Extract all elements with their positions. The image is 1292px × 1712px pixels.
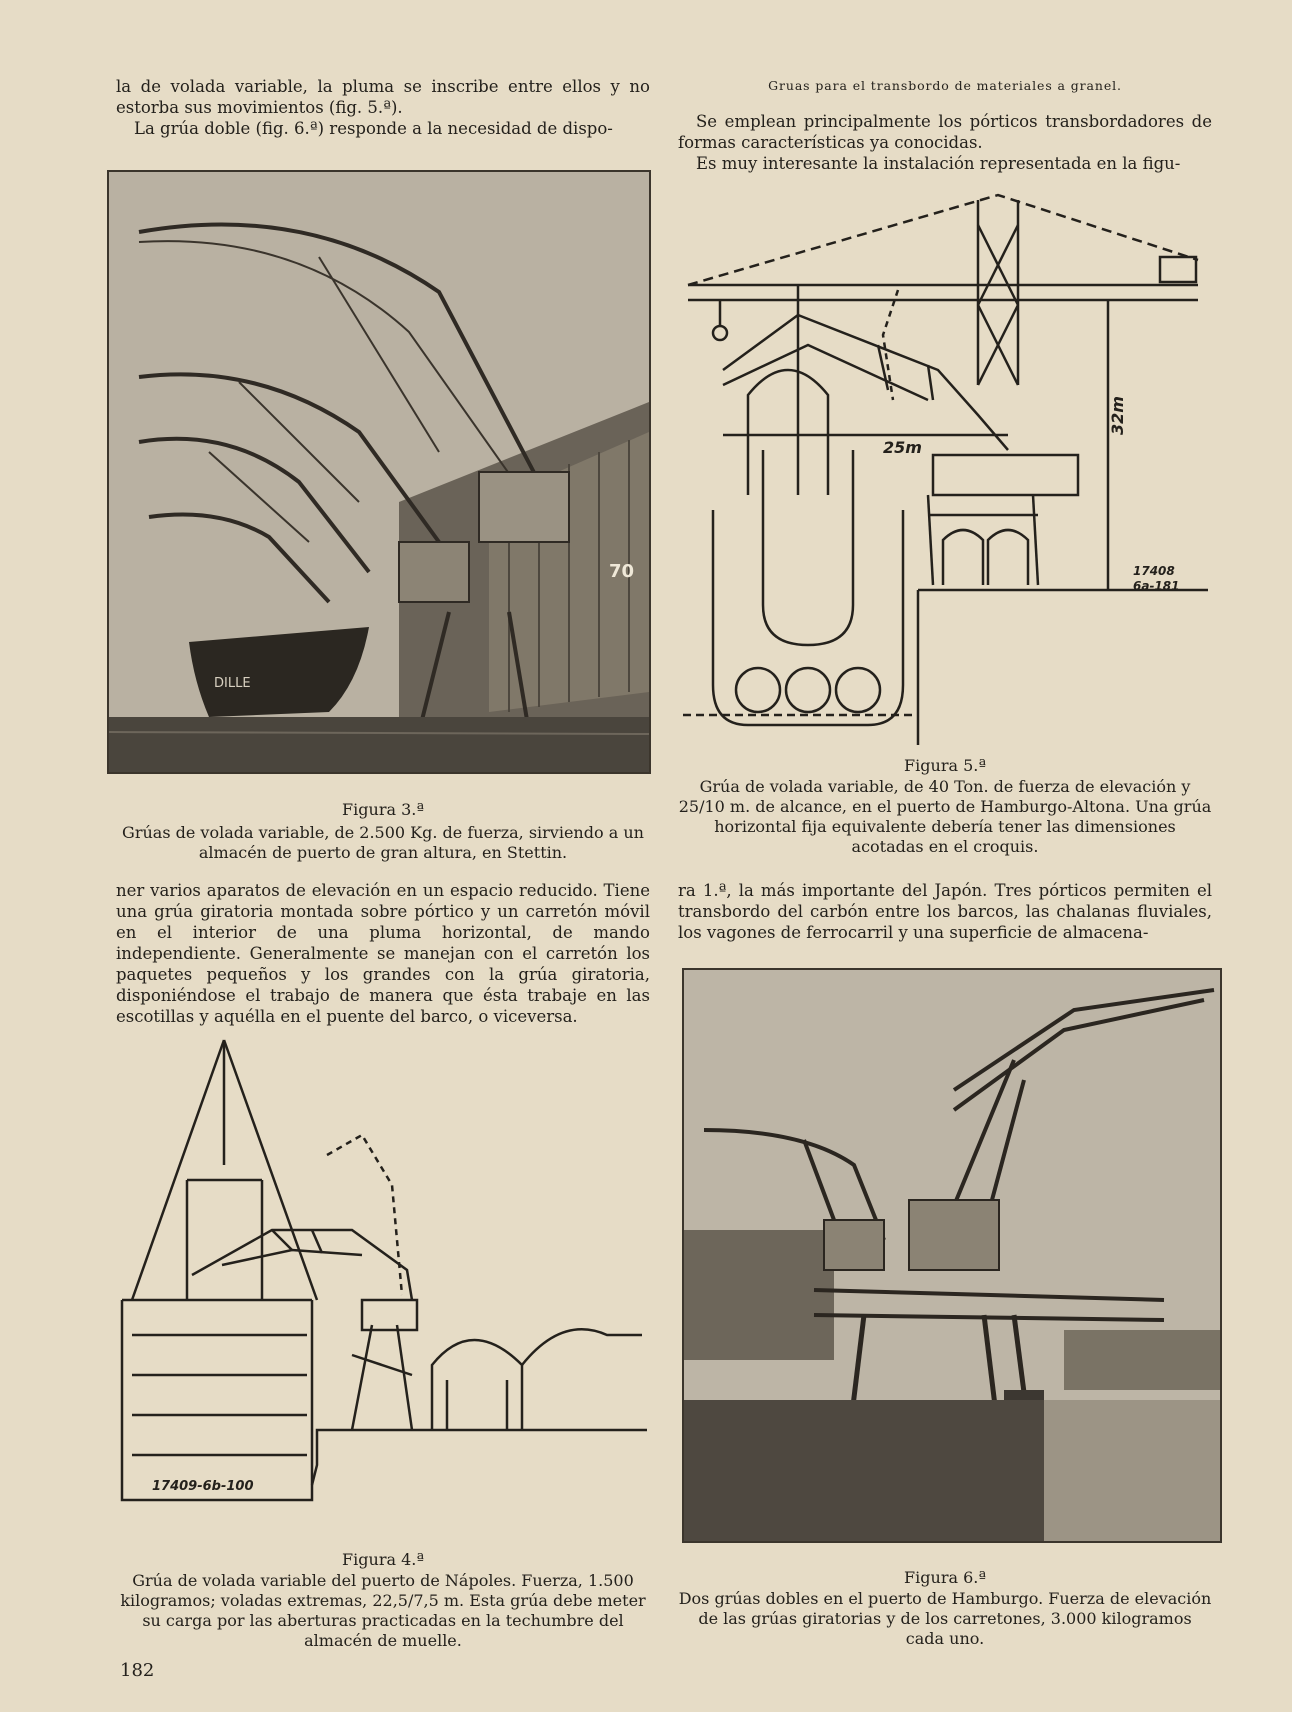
- left-column: [116, 76, 650, 139]
- figure-5-title: Figura 5.ª: [904, 756, 986, 775]
- figure-4-caption: Grúa de volada variable del puerto de Nápoles. Fuerza, 1.500 kilogramos; voladas extremas, 22,5/7,5 m. Esta grúa debe meter su carga por las aberturas practicadas en la techumbre del almacén de muelle.: [120, 1571, 646, 1650]
- figure-6-title: Figura 6.ª: [904, 1568, 986, 1587]
- figure-5-drawing-code-1: 17408: [1133, 564, 1175, 578]
- page-number: 182: [120, 1660, 155, 1681]
- left-body-text: ner varios aparatos de elevación en un espacio reducido. Tiene una grúa giratoria montada sobre pórtico y un carretón móvil en el interior de una pluma horizontal, de mando independiente. Generalmente se manejan con el carretón los paquetes pequeños y los grandes con la grúa giratoria, disponiéndose el trabajo de manera que ésta trabaje en las escotillas y aquélla en el puente del barco, o viceversa.: [116, 881, 650, 1026]
- right-body-text: ra 1.ª, la más importante del Japón. Tres pórticos permiten el transbordo del carbón entre los barcos, las chalanas fluviales, los vagones de ferrocarril y una superficie de almacena-: [678, 881, 1212, 942]
- figure-3-caption-block: [116, 800, 650, 863]
- figure-6-photo: [682, 968, 1222, 1543]
- figure-3-caption: Grúas de volada variable, de 2.500 Kg. de fuerza, sirviendo a un almacén de puerto de gran altura, en Stettin.: [122, 823, 644, 862]
- running-head: Gruas para el transbordo de materiales a granel.: [768, 78, 1122, 93]
- left-intro-line-2: La grúa doble (fig. 6.ª) responde a la necesidad de dispo-: [134, 119, 613, 138]
- figure-4-title: Figura 4.ª: [342, 1550, 424, 1569]
- figure-5-caption-block: [678, 756, 1212, 857]
- figure-3-crane-illustration: [109, 172, 649, 772]
- figure-6-crane-illustration: [684, 970, 1220, 1541]
- right-intro-text: Se emplean principalmente los pórticos transbordadores de formas características ya conocidas.: [678, 112, 1212, 152]
- figure-3-ship-name: DILLE: [214, 676, 251, 691]
- left-body-block: [116, 880, 650, 1027]
- figure-5-reach-dimension: 25m: [883, 438, 922, 457]
- figure-5-technical-drawing: [678, 185, 1218, 750]
- figure-6-caption: Dos grúas dobles en el puerto de Hamburgo. Fuerza de elevación de las grúas giratorias y de los carretones, 3.000 kilogramos cada uno.: [678, 1589, 1212, 1648]
- figure-5-caption: Grúa de volada variable, de 40 Ton. de fuerza de elevación y 25/10 m. de alcance, en el puerto de Hamburgo-Altona. Una grúa horizontal fija equivalente debería tener las dimensiones acotadas en el croquis.: [678, 777, 1212, 856]
- figure-5-drawing: [678, 185, 1218, 750]
- right-column: [678, 78, 1212, 174]
- figure-4-drawing: [112, 1035, 652, 1525]
- right-body-block: [678, 880, 1212, 943]
- left-intro-line-1: la de volada variable, la pluma se inscribe entre ellos y no estorba sus movimientos (fig. 5.ª).: [116, 77, 650, 117]
- figure-6-caption-block: [678, 1568, 1212, 1649]
- figure-4-drawing-code: 17409-6b-100: [152, 1479, 254, 1494]
- right-intro-text-2: Es muy interesante la instalación representada en la figu-: [696, 154, 1181, 173]
- figure-4-technical-drawing: [112, 1035, 652, 1525]
- figure-3-title: Figura 3.ª: [342, 800, 424, 819]
- figure-4-caption-block: [116, 1550, 650, 1651]
- figure-5-drawing-code-2: 6a-181: [1133, 579, 1180, 593]
- figure-3-marking: 70: [609, 561, 635, 582]
- figure-3-photo: [107, 170, 651, 774]
- figure-5-height-dimension: 32m: [1108, 396, 1127, 435]
